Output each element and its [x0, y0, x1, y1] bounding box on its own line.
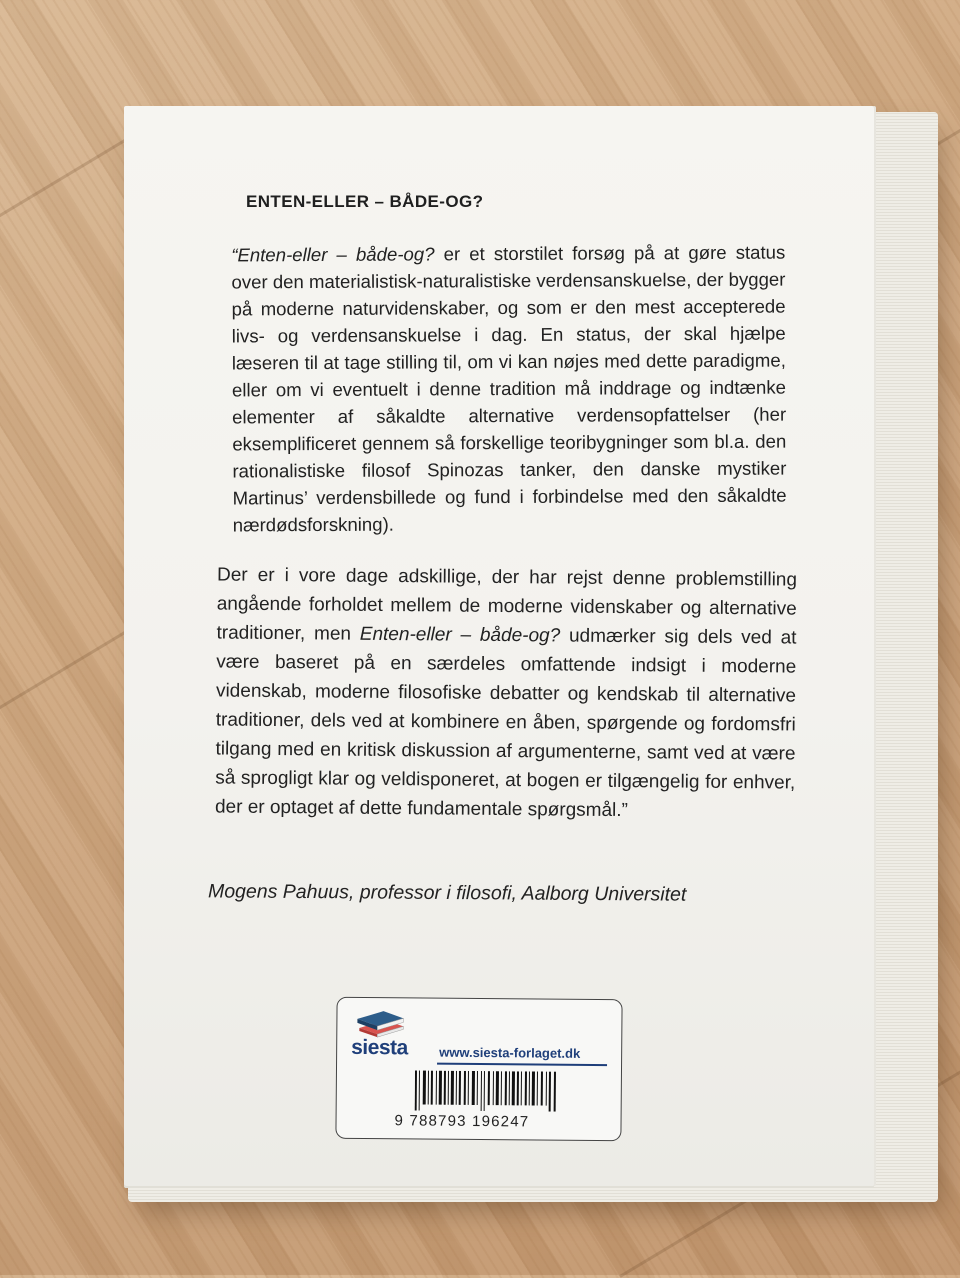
publisher-url: www.siesta-forlaget.dk	[439, 1044, 581, 1061]
books-logo-icon	[355, 1008, 407, 1038]
blurb-paragraph-2-after: udmærker sig dels ved at være baseret på en særdeles omfattende indsigt i moderne videnskab, moderne filosofiske debatter og kendskab til alternative traditioner, dels ved at kombinere en åben, spørgende og fordomsfri tilgang med en kritisk diskussion af argumenterne, samt ved at være så sprogligt klar og veldisponeret, at bogen er tilgængelig for enhver, der er optaget af dette fundamentale spørgsmål.”	[214, 625, 797, 822]
blurb-paragraph-2-before: Der er i vore dage adskillige, der har rejst denne problemstilling angående forholdet mellem de moderne videnskaber og alternative traditioner, men	[216, 564, 798, 645]
blurb-quoted-title: “Enten-eller – både-og?	[231, 243, 435, 266]
blurb-paragraph-1-text: er et storstilet forsøg på at gøre status over den materialistisk-naturalistiske verdensanskuelse, der bygger på moderne naturvidenskaber, og som er den mest accepterede livs- og verdensanskuelse i dag. En status, der skal hjælpe læseren til at tage stilling til, om vi kan nøjes med dette paradigme, eller om vi eventuelt i denne tradition må inddrage og indtænke elementer af såkaldte alternative verdensopfattelser (her eksemplificeret gennem så forskellige teoribygninger som bl.a. den rationalistiske filosof Spinozas tanker, den danske mystiker Martinus’ verdensbillede og fund i forbindelse med den såkaldte nærdødsforskning).	[231, 241, 787, 536]
barcode-icon	[415, 1070, 557, 1111]
blurb-paragraph-1	[231, 239, 787, 539]
blurb-paragraph-2	[215, 560, 797, 826]
url-underline	[437, 1063, 607, 1066]
blurb-paragraph-2-title: Enten-eller – både-og?	[359, 623, 561, 647]
isbn-number: 9 788793 196247	[394, 1112, 530, 1131]
quote-attribution: Mogens Pahuus, professor i filosofi, Aalborg Universitet	[207, 880, 687, 906]
book-title: ENTEN-ELLER – BÅDE-OG?	[246, 192, 484, 211]
publisher-barcode-box	[335, 997, 622, 1141]
publisher-logo-text: siesta	[351, 1035, 408, 1060]
